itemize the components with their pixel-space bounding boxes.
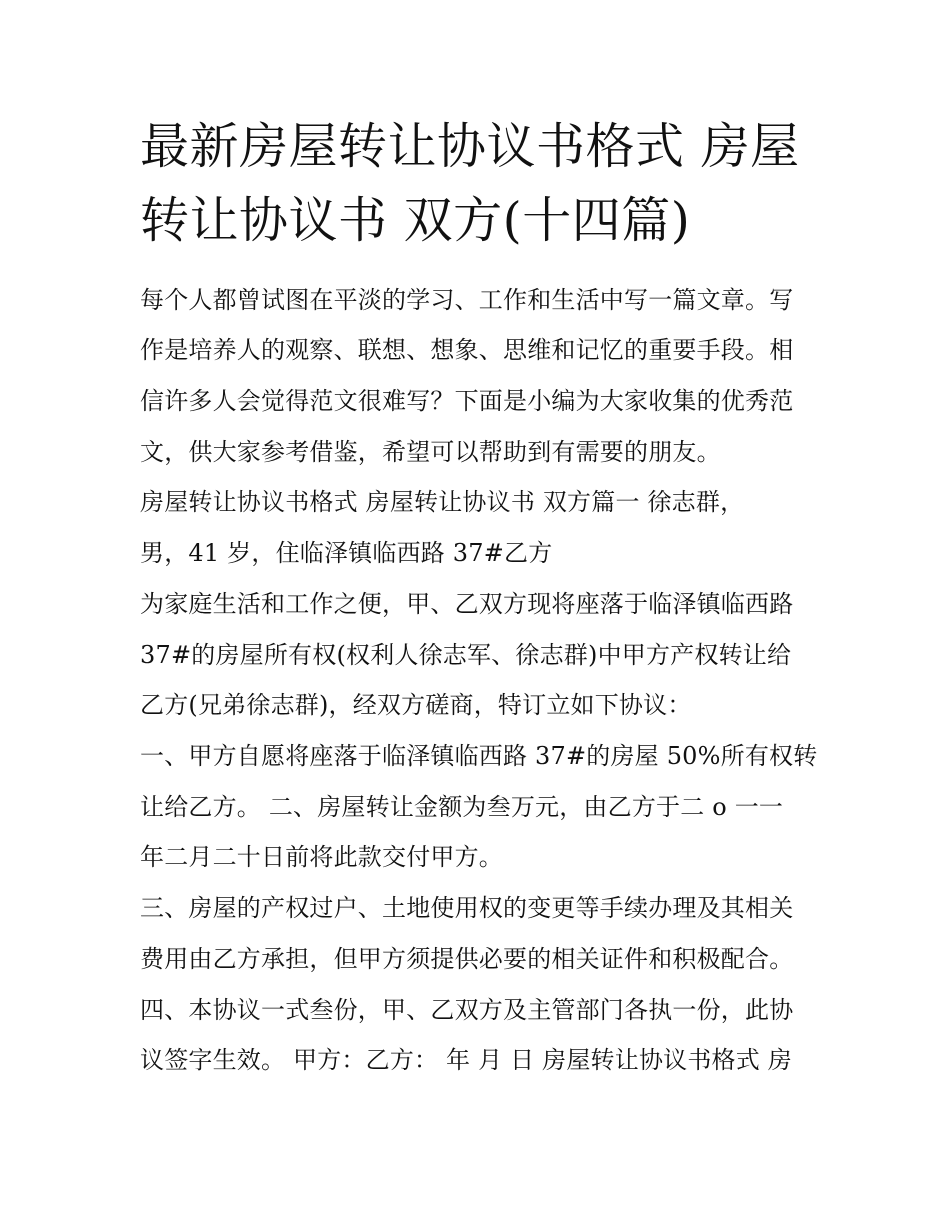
body-line: 信许多人会觉得范文很难写？下面是小编为大家收集的优秀范 bbox=[140, 387, 794, 415]
document-title-line-2: 转让协议书 双方(十四篇) bbox=[140, 192, 691, 249]
body-line: 为家庭生活和工作之便，甲、乙双方现将座落于临泽镇临西路 bbox=[140, 590, 794, 618]
body-line: 每个人都曾试图在平淡的学习、工作和生活中写一篇文章。写 bbox=[140, 286, 794, 314]
body-line: 费用由乙方承担，但甲方须提供必要的相关证件和积极配合。 bbox=[140, 945, 794, 973]
body-line: 一、甲方自愿将座落于临泽镇临西路 37#的房屋 50%所有权转 bbox=[140, 742, 818, 770]
body-line: 男，41 岁，住临泽镇临西路 37#乙方 bbox=[140, 539, 553, 567]
body-line: 文，供大家参考借鉴，希望可以帮助到有需要的朋友。 bbox=[140, 438, 721, 466]
body-line: 让给乙方。 二、房屋转让金额为叁万元，由乙方于二 o 一一 bbox=[140, 793, 784, 821]
body-line: 乙方(兄弟徐志群)，经双方磋商，特订立如下协议： bbox=[140, 691, 692, 719]
body-line: 作是培养人的观察、联想、想象、思维和记忆的重要手段。相 bbox=[140, 336, 794, 364]
document-title-line-1: 最新房屋转让协议书格式 房屋 bbox=[140, 118, 800, 175]
body-line: 年二月二十日前将此款交付甲方。 bbox=[140, 843, 503, 871]
body-line: 议签字生效。 甲方：乙方： 年 月 日 房屋转让协议书格式 房 bbox=[140, 1046, 792, 1074]
body-line: 37#的房屋所有权(权利人徐志军、徐志群)中甲方产权转让给 bbox=[140, 641, 792, 669]
body-line: 房屋转让协议书格式 房屋转让协议书 双方篇一 徐志群， bbox=[140, 488, 745, 516]
body-line: 三、房屋的产权过户、土地使用权的变更等手续办理及其相关 bbox=[140, 894, 794, 922]
body-line: 四、本协议一式叁份，甲、乙双方及主管部门各执一份，此协 bbox=[140, 996, 794, 1024]
